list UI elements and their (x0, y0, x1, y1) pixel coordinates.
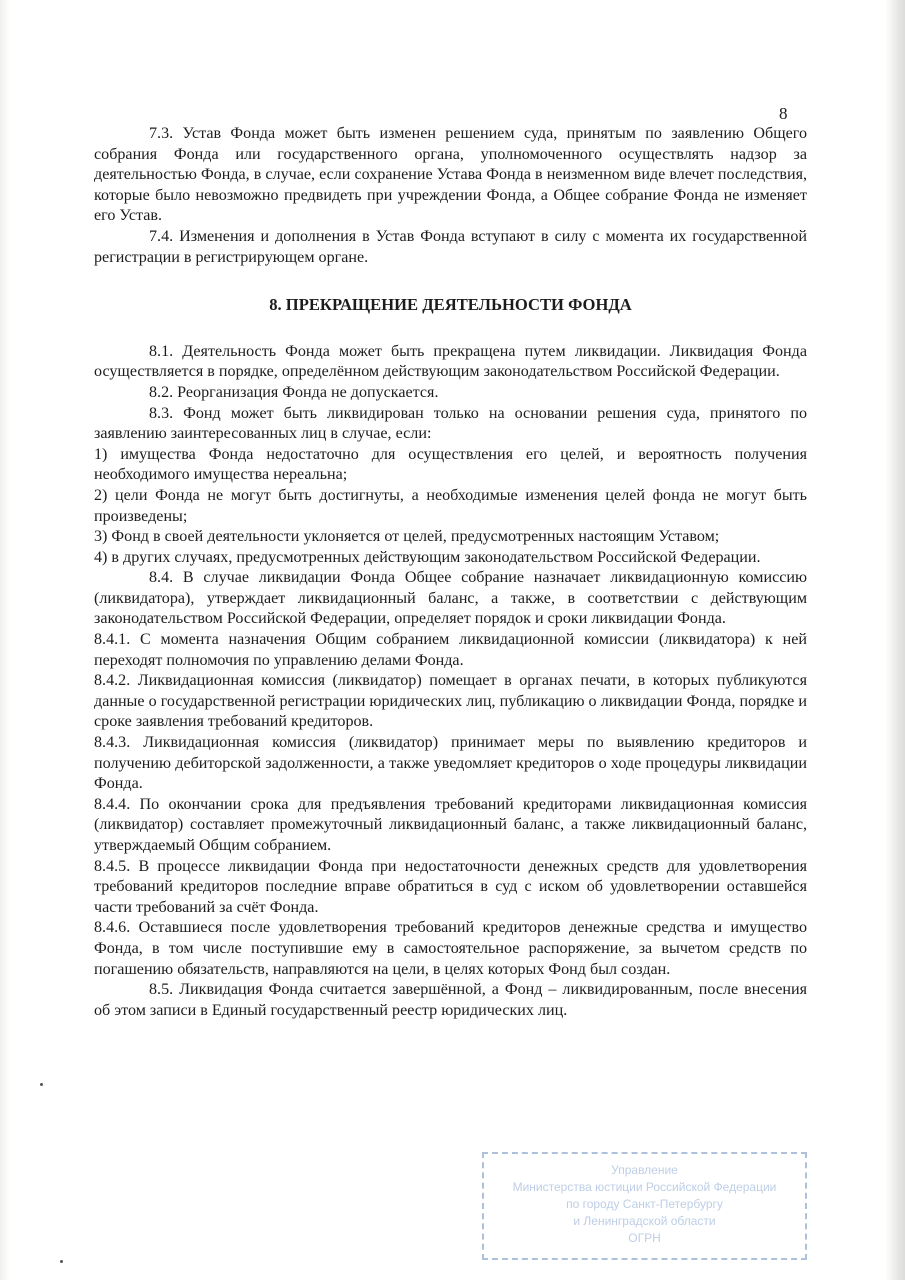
paragraph-8-1: 8.1. Деятельность Фонда может быть прекращена путем ликвидации. Ликвидация Фонда осуществляется в порядке, определённом действующим законодательством Российской Федерации. (94, 342, 807, 381)
paragraph-8-4-5: 8.4.5. В процессе ликвидации Фонда при недостаточности денежных средств для удовлетворения требований кредиторов последние вправе обратиться в суд с иском об удовлетворении оставшейся части требований за счёт Фонда. (94, 857, 807, 916)
scan-left-edge (0, 0, 10, 1280)
scan-speck (60, 1260, 63, 1263)
document-body (94, 124, 807, 1021)
stamp-line: и Ленинградской области (573, 1214, 716, 1228)
list-item-1: 1) имущества Фонда недостаточно для осуществления его целей, и вероятность получения необходимого имущества нереальна; (94, 445, 807, 484)
paragraph-8-4-3: 8.4.3. Ликвидационная комиссия (ликвидатор) принимает меры по выявлению кредиторов и получению дебиторской задолженности, а также уведомляет кредиторов о ходе процедуры ликвидации Фонда. (94, 734, 807, 793)
page-number: 8 (779, 104, 788, 123)
stamp-line: по городу Санкт-Петербургу (566, 1197, 723, 1211)
paragraph-8-4-2: 8.4.2. Ликвидационная комиссия (ликвидатор) помещает в органах печати, в которых публикуются данные о государственной регистрации юридических лиц, публикацию о ликвидации Фонда, порядке и сроке заявления требований кредиторов. (94, 672, 807, 731)
paragraph-7-3: 7.3. Устав Фонда может быть изменен решением суда, принятым по заявлению Общего собрания Фонда или государственного органа, уполномоченного осуществлять надзор за деятельностью Фонда, в случае, если сохранение Устава Фонда в неизменном виде влечет последствия, которые было невозможно предвидеть при учреждении Фонда, а Общее собрание Фонда не изменяет его Устав. (94, 125, 807, 225)
section-heading: 8. ПРЕКРАЩЕНИЕ ДЕЯТЕЛЬНОСТИ ФОНДА (269, 295, 632, 315)
paragraph-8-4: 8.4. В случае ликвидации Фонда Общее собрание назначает ликвидационную комиссию (ликвидатора), утверждает ликвидационный баланс, а также, в соответствии с действующим законодательством Российской Федерации, определяет порядок и сроки ликвидации Фонда. (94, 569, 807, 628)
paragraph-8-5: 8.5. Ликвидация Фонда считается завершённой, а Фонд – ликвидированным, после внесения об этом записи в Единый государственный реестр юридических лиц. (94, 981, 807, 1019)
stamp-line: Управление (611, 1163, 678, 1177)
paragraph-8-4-6: 8.4.6. Оставшиеся после удовлетворения требований кредиторов денежные средства и имущество Фонда, в том числе поступившие ему в самостоятельное распоряжение, за вычетом средств по погашению обязательств, направляются на цели, в целях которых Фонд был создан. (94, 919, 807, 978)
registration-stamp (482, 1152, 807, 1260)
paragraph-8-4-4: 8.4.4. По окончании срока для предъявления требований кредиторами ликвидационная комиссия (ликвидатор) составляет промежуточный ликвидационный баланс, а также ликвидационный баланс, утверждаемый Общим собранием. (94, 795, 807, 854)
list-item-2: 2) цели Фонда не могут быть достигнуты, а необходимые изменения целей фонда не могут быть произведены; (94, 486, 807, 525)
paragraph-7-4: 7.4. Изменения и дополнения в Устав Фонда вступают в силу с момента их государственной регистрации в регистрирующем органе. (94, 227, 807, 266)
list-item-3: 3) Фонд в своей деятельности уклоняется от целей, предусмотренных настоящим Уставом; (94, 528, 720, 546)
list-item-4: 4) в других случаях, предусмотренных действующим законодательством Российской Федерации. (94, 548, 761, 566)
paragraph-8-4-1: 8.4.1. С момента назначения Общим собранием ликвидационной комиссии (ликвидатора) к ней переходят полномочия по управлению делами Фонда. (94, 631, 807, 669)
scan-speck (40, 1083, 43, 1086)
scan-right-edge (885, 0, 905, 1280)
stamp-line: Министерства юстиции Российской Федерации (512, 1180, 777, 1194)
paragraph-8-2: 8.2. Реорганизация Фонда не допускается. (149, 383, 439, 401)
paragraph-8-3: 8.3. Фонд может быть ликвидирован только на основании решения суда, принятого по заявлению заинтересованных лиц в случае, если: (94, 404, 807, 443)
stamp-line: ОГРН (628, 1231, 661, 1245)
